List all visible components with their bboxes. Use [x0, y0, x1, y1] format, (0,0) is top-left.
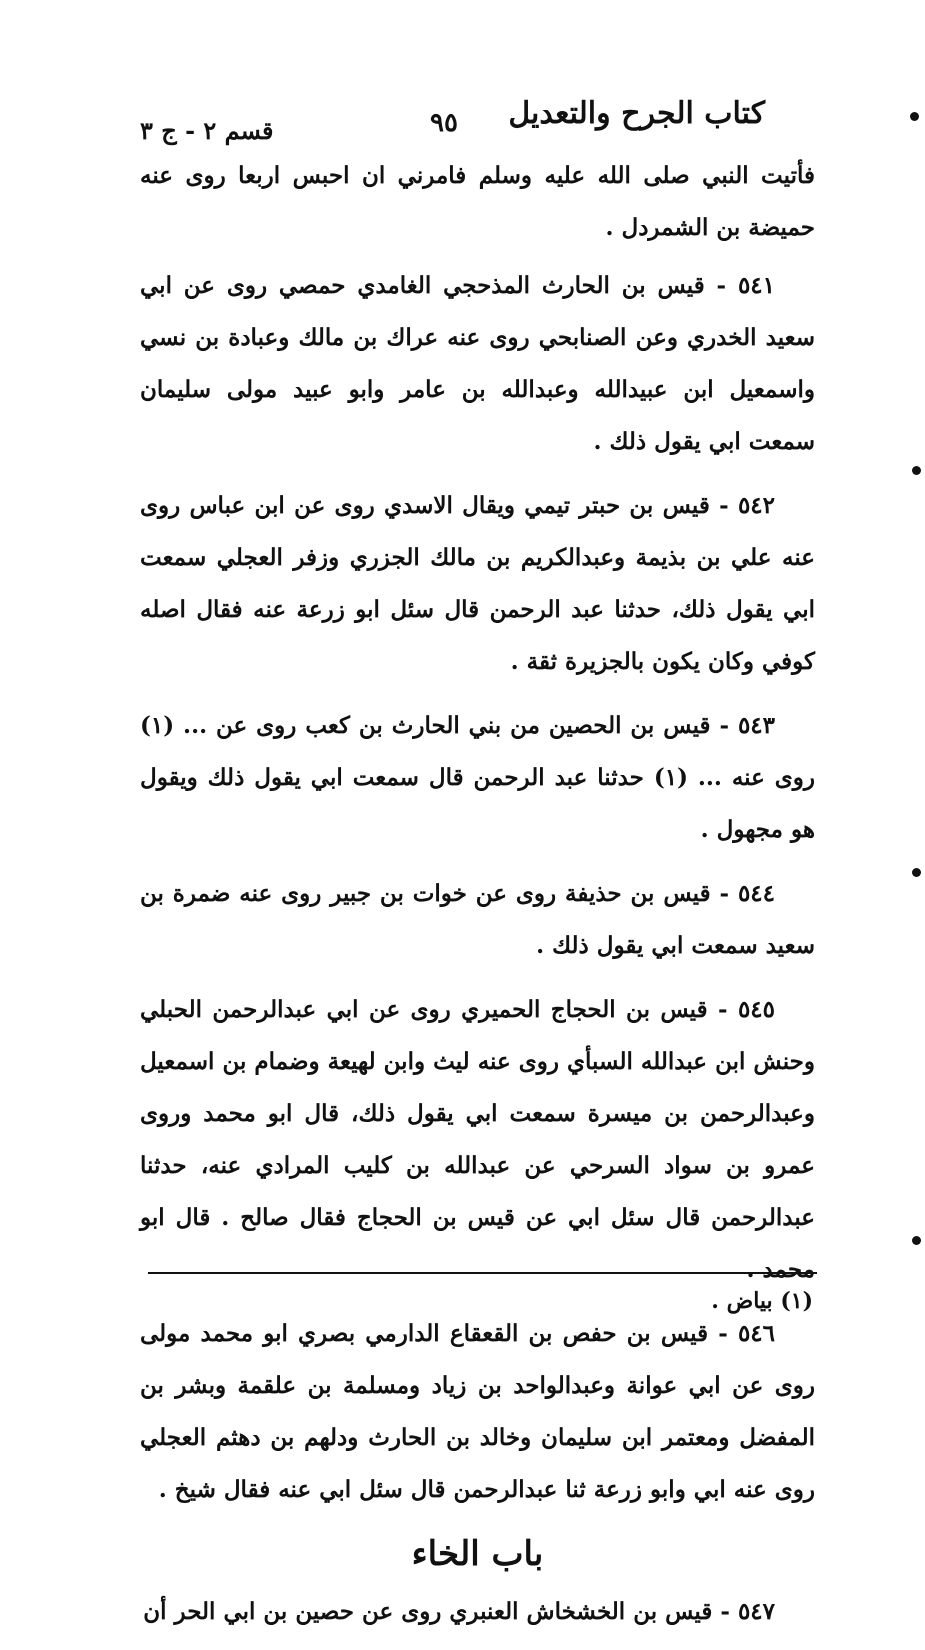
entry-546: ٥٤٦ - قيس بن حفص بن القعقاع الدارمي بصري ابو محمد مولى روى عن ابي عوانة وعبدالواحد بن زياد ومسلمة بن علقمة وبشر بن المفضل ومعتمر ابن سليمان وخالد بن الحارث ودلهم بن دهثم العجلي روى عنه ابي وابو زرعة ثنا عبدالرحمن قال سئل ابي عنه فقال شيخ . [140, 1320, 815, 1503]
margin-mark [910, 112, 919, 121]
body-text [140, 150, 815, 1650]
section-label: قسم ٢ - ج ٣ [140, 116, 274, 145]
margin-mark [912, 868, 921, 877]
entry-545: ٥٤٥ - قيس بن الحجاج الحميري روى عن ابي عبدالرحمن الحبلي وحنش ابن عبدالله السبأي روى عنه ليث وابن لهيعة وضمام بن اسمعيل وعبدالرحمن بن ميسرة سمعت ابي يقول ذلك، قال ابو محمد وروى عمرو بن سواد السرحي عن عبدالله بن كليب المرادي عنه، حدثنا عبدالرحمن قال سئل ابي عن قيس بن الحجاج فقال صالح . قال ابو محمد . [140, 996, 816, 1283]
entry-544: ٥٤٤ - قيس بن حذيفة روى عن خوات بن جبير روى عنه ضمرة بن سعيد سمعت ابي يقول ذلك . [140, 880, 815, 959]
footnote-divider [148, 1272, 817, 1274]
entry-542: ٥٤٢ - قيس بن حبتر تيمي ويقال الاسدي روى عن ابن عباس روى عنه علي بن بذيمة وعبدالكريم بن مالك الجزري وزفر العجلي سمعت ابي يقول ذلك، حدثنا عبد الرحمن قال سئل ابو زرعة عنه فقال اصله كوفي وكان يكون بالجزيرة ثقة . [140, 492, 815, 675]
margin-mark [912, 1236, 921, 1245]
entry-543: ٥٤٣ - قيس بن الحصين من بني الحارث بن كعب روى عن ... (١) روى عنه ... (١) حدثنا عبد الرحمن قال سمعت ابي يقول ذلك ويقول هو مجهول . [140, 712, 816, 843]
running-header [140, 96, 765, 146]
chapter-heading: باب الخاء [411, 1534, 544, 1574]
entry-547: ٥٤٧ - قيس بن الخشخاش العنبري روى عن حصين بن ابي الحر أن [143, 1598, 775, 1625]
opening-line: فأتيت النبي صلى الله عليه وسلم فامرني ان احبس اربعا روى عنه حميضة بن الشمردل . [140, 162, 815, 241]
footnote: (١) بياض . [711, 1288, 813, 1314]
margin-mark [912, 466, 921, 475]
page-number: ٩٥ [430, 108, 458, 138]
entry-541: ٥٤١ - قيس بن الحارث المذحجي الغامدي حمصي روى عن ابي سعيد الخدري وعن الصنابحي روى عنه عراك بن مالك وعبادة بن نسي واسمعيل ابن عبيدالله وعبدالله بن عامر وابو عبيد مولى سليمان سمعت ابي يقول ذلك . [140, 272, 815, 455]
book-title: كتاب الجرح والتعديل [508, 96, 765, 131]
